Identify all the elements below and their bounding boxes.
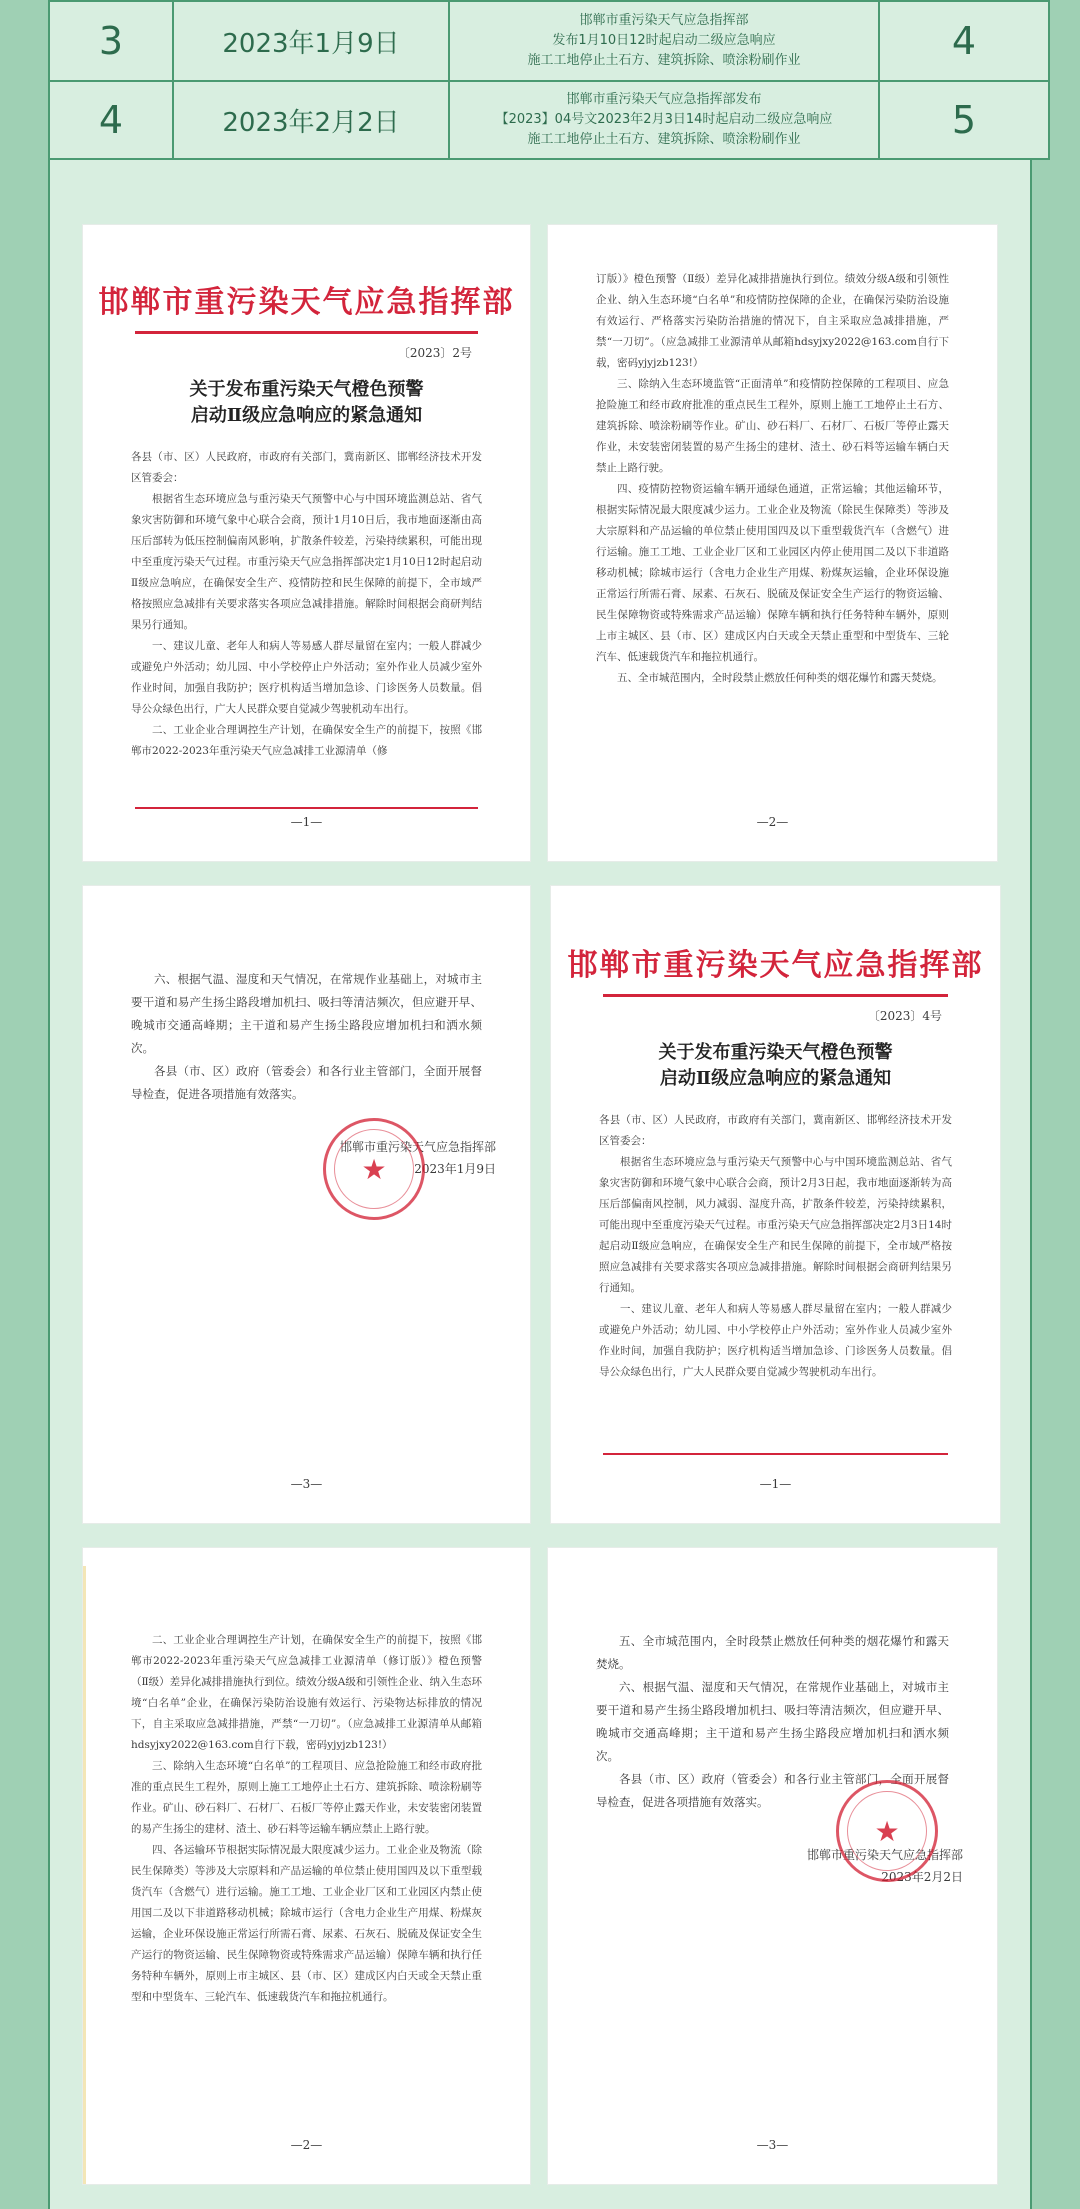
doc-header: 邯郸市重污染天气应急指挥部 <box>98 285 515 320</box>
doc1-page-2 <box>548 225 997 861</box>
row-date: 2023年2月2日 <box>173 81 449 159</box>
doc-title <box>83 377 530 429</box>
desc-line: 邯郸市重污染天气应急指挥部发布 <box>566 92 762 107</box>
title-line: 关于发布重污染天气橙色预警 <box>189 379 424 400</box>
paragraph: 六、根据气温、湿度和天气情况，在常规作业基础上，对城市主要干道和易产生扬尘路段增加机扫、吸扫等清洁频次，但应避开早、晚城市交通高峰期；主干道和易产生扬尘路段应增加机扫和洒水频次。 <box>131 972 482 1055</box>
doc2-page-2 <box>83 1548 530 2184</box>
doc2-page-1 <box>551 886 1000 1523</box>
row-index: 3 <box>49 1 173 81</box>
margin-mark <box>83 1566 86 2184</box>
paragraph: 订版）》橙色预警（Ⅱ级）差异化减排措施执行到位。绩效分级A级和引领性企业、纳入生态环境“白名单”和疫情防控保障的企业，在确保污染防治设施有效运行、严格落实污染防治措施的情况下，自主采取应急减排措施，严禁“一刀切”。（应急减排工业源清单从邮箱hdsyjxy2022@163.com自行下载，密码yjyjzb123!） <box>596 273 949 369</box>
notice-table <box>48 0 1050 160</box>
doc-body <box>599 1110 952 1383</box>
desc-line: 【2023】04号文2023年2月3日14时起启动二级应急响应 <box>495 112 833 127</box>
signature-block <box>83 1136 496 1180</box>
header-rule <box>135 331 478 334</box>
paragraph: 三、除纳入生态环境监管“正面清单”和疫情防控保障的工程项目、应急抢险施工和经市政府批准的重点民生工程外，原则上施工工地停止土石方、建筑拆除、喷涂粉刷等作业。矿山、砂石料厂、石材厂、石板厂等停止露天作业，未安装密闭装置的易产生扬尘的建材、渣土、砂石料等运输车辆白天禁止上路行驶。 <box>596 378 949 474</box>
row-date: 2023年1月9日 <box>173 1 449 81</box>
sign-org: 邯郸市重污染天气应急指挥部 <box>339 1140 496 1154</box>
doc-title <box>551 1040 1000 1092</box>
paragraph: 三、除纳入生态环境“白名单”的工程项目、应急抢险施工和经市政府批准的重点民生工程外，原则上施工工地停止土石方、建筑拆除、喷涂粉刷等作业。矿山、砂石料厂、石材厂、石板厂等停止露天作业，未安装密闭装置的易产生扬尘的建材、渣土、砂石料等运输车辆应禁止上路行驶。 <box>131 1760 482 1835</box>
paragraph: 各县（市、区）政府（管委会）和各行业主管部门，全面开展督导检查，促进各项措施有效落实。 <box>131 1064 482 1101</box>
table-row <box>49 81 1049 159</box>
title-line: 关于发布重污染天气橙色预警 <box>658 1042 893 1063</box>
page-number: —1— <box>759 1477 792 1491</box>
doc-number: 〔2023〕4号 <box>867 1009 942 1023</box>
footer-rule <box>603 1453 948 1455</box>
desc-line: 施工工地停止土石方、建筑拆除、喷涂粉刷作业 <box>527 53 801 68</box>
doc-body <box>131 1630 482 2008</box>
official-seal-icon: ★ <box>323 1118 425 1220</box>
page-number: —3— <box>756 2138 789 2152</box>
row-index: 4 <box>49 81 173 159</box>
doc2-page-3 <box>548 1548 997 2184</box>
page-number: —1— <box>290 815 323 829</box>
row-description <box>449 1 879 81</box>
row-pages: 4 <box>879 1 1049 81</box>
paragraph: 各县（市、区）政府（管委会）和各行业主管部门，全面开展督导检查，促进各项措施有效落实。 <box>596 1772 949 1809</box>
paragraph: 二、工业企业合理调控生产计划，在确保安全生产的前提下，按照《邯郸市2022-2023年重污染天气应急减排工业源清单（修 <box>131 724 482 757</box>
footer-rule <box>135 807 478 809</box>
paragraph: 各县（市、区）人民政府，市政府有关部门，冀南新区、邯郸经济技术开发区管委会： <box>599 1114 952 1147</box>
paragraph: 各县（市、区）人民政府，市政府有关部门，冀南新区、邯郸经济技术开发区管委会： <box>131 451 482 484</box>
sign-date: 2023年1月9日 <box>414 1162 496 1176</box>
paragraph: 一、建议儿童、老年人和病人等易感人群尽量留在室内；一般人群减少或避免户外活动；幼儿园、中小学校停止户外活动；室外作业人员减少室外作业时间，加强自我防护；医疗机构适当增加急诊、门诊医务人员数量。倡导公众绿色出行，广大人民群众要自觉减少驾驶机动车出行。 <box>599 1303 952 1378</box>
page-number: —2— <box>290 2138 323 2152</box>
page-number: —2— <box>756 815 789 829</box>
doc-body <box>131 968 482 1106</box>
doc1-page-1 <box>83 225 530 861</box>
desc-line: 邯郸市重污染天气应急指挥部 <box>579 13 749 28</box>
page-number: —3— <box>290 1477 323 1491</box>
paragraph: 六、根据气温、湿度和天气情况，在常规作业基础上，对城市主要干道和易产生扬尘路段增加机扫、吸扫等清洁频次，但应避开早、晚城市交通高峰期；主干道和易产生扬尘路段应增加机扫和洒水频次。 <box>596 1680 949 1763</box>
paragraph: 根据省生态环境应急与重污染天气预警中心与中国环境监测总站、省气象灾害防御和环境气象中心联合会商，预计2月3日起，我市地面逐渐转为高压后部偏南风控制，风力减弱、湿度升高，扩散条件较差，污染持续累积，可能出现中至重度污染天气过程。市重污染天气应急指挥部决定2月3日14时起启动Ⅱ级应急响应，在确保安全生产和民生保障的前提下，全市域严格按照应急减排有关要求落实各项应急减排措施。解除时间根据会商研判结果另行通知。 <box>599 1156 952 1294</box>
paragraph: 一、建议儿童、老年人和病人等易感人群尽量留在室内；一般人群减少或避免户外活动；幼儿园、中小学校停止户外活动；室外作业人员减少室外作业时间，加强自我防护；医疗机构适当增加急诊、门诊医务人员数量。倡导公众绿色出行，广大人民群众要自觉减少驾驶机动车出行。 <box>131 640 482 715</box>
paragraph: 根据省生态环境应急与重污染天气预警中心与中国环境监测总站、省气象灾害防御和环境气象中心联合会商，预计1月10日后，我市地面逐渐由高压后部转为低压控制偏南风影响，扩散条件较差，污染持续累积，可能出现中至重度污染天气过程。市重污染天气应急指挥部决定1月10日12时起启动Ⅱ级应急响应，在确保安全生产、疫情防控和民生保障的前提下，全市域严格按照应急减排有关要求落实各项应急减排措施。解除时间根据会商研判结果另行通知。 <box>131 493 482 631</box>
desc-line: 发布1月10日12时起启动二级应急响应 <box>552 33 776 48</box>
doc-body <box>596 269 949 689</box>
paragraph: 四、疫情防控物资运输车辆开通绿色通道，正常运输；其他运输环节，根据实际情况最大限度减少运力。工业企业及物流（除民生保障类）等涉及大宗原料和产品运输的单位禁止使用国四及以下重型载货汽车（含燃气）进行运输。施工工地、工业企业厂区和工业园区内停止使用国二及以下非道路移动机械；除城市运行（含电力企业生产用煤、粉煤灰运输，企业环保设施正常运行所需石膏、尿素、石灰石、脱硫及保证安全生产运行的物资运输、民生保障物资或特殊需求产品运输）保障车辆和执行任务特种车辆外，原则上市主城区、县（市、区）建成区内白天或全天禁止重型和中型货车、三轮汽车、低速载货汽车和拖拉机通行。 <box>596 483 949 663</box>
doc-header: 邯郸市重污染天气应急指挥部 <box>567 948 984 983</box>
doc-body <box>131 447 482 762</box>
paragraph: 五、全市城范围内，全时段禁止燃放任何种类的烟花爆竹和露天焚烧。 <box>617 672 943 684</box>
paragraph: 四、各运输环节根据实际情况最大限度减少运力。工业企业及物流（除民生保障类）等涉及大宗原料和产品运输的单位禁止使用国四及以下重型载货汽车（含燃气）进行运输。施工工地、工业企业厂区和工业园区内禁止使用国二及以下非道路移动机械；除城市运行（含电力企业生产用煤、粉煤灰运输，企业环保设施正常运行所需石膏、尿素、石灰石、脱硫及保证安全生产运行的物资运输、民生保障物资或特殊需求产品运输）保障车辆和执行任务特种车辆外，原则上市主城区、县（市、区）建成区内白天或全天禁止重型和中型货车、三轮汽车、低速载货汽车和拖拉机通行。 <box>131 1844 482 2003</box>
row-description <box>449 81 879 159</box>
official-seal-icon: ★ <box>836 1780 938 1882</box>
title-line: 启动Ⅱ级应急响应的紧急通知 <box>659 1068 892 1089</box>
doc-number: 〔2023〕2号 <box>397 346 472 360</box>
doc1-page-3 <box>83 886 530 1523</box>
header-rule <box>603 994 948 997</box>
desc-line: 施工工地停止土石方、建筑拆除、喷涂粉刷作业 <box>527 132 801 147</box>
paragraph: 二、工业企业合理调控生产计划，在确保安全生产的前提下，按照《邯郸市2022-2023年重污染天气应急减排工业源清单（修订版）》橙色预警（Ⅱ级）差异化减排措施执行到位。绩效分级A级和引领性企业、纳入生态环境“白名单”企业，在确保污染防治设施有效运行、污染物达标排放的情况下，自主采取应急减排措施，严禁“一刀切”。（应急减排工业源清单从邮箱hdsyjxy2022@163.com自行下载，密码yjyjzb123!） <box>131 1634 482 1751</box>
paragraph: 五、全市城范围内，全时段禁止燃放任何种类的烟花爆竹和露天焚烧。 <box>596 1634 949 1671</box>
row-pages: 5 <box>879 81 1049 159</box>
table-row <box>49 1 1049 81</box>
title-line: 启动Ⅱ级应急响应的紧急通知 <box>190 405 423 426</box>
sign-date: 2023年2月2日 <box>881 1870 963 1884</box>
sign-org: 邯郸市重污染天气应急指挥部 <box>806 1848 963 1862</box>
